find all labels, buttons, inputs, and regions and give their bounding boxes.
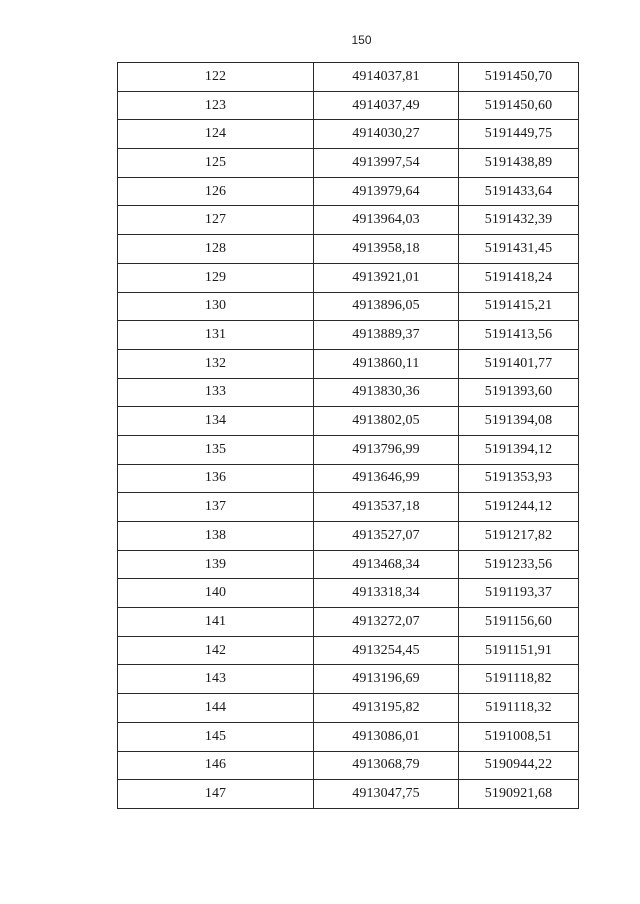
y-coordinate-cell: 5191217,82 [459, 522, 579, 551]
y-coordinate-cell: 5191449,75 [459, 120, 579, 149]
y-coordinate-cell: 5191393,60 [459, 378, 579, 407]
table-row [118, 120, 579, 149]
point-number-cell: 138 [118, 522, 314, 551]
y-coordinate-cell: 5191401,77 [459, 349, 579, 378]
x-coordinate-cell: 4913196,69 [314, 665, 459, 694]
y-coordinate-cell: 5191418,24 [459, 263, 579, 292]
point-number-cell: 126 [118, 177, 314, 206]
x-coordinate-cell: 4913997,54 [314, 149, 459, 178]
point-number-cell: 134 [118, 407, 314, 436]
x-coordinate-cell: 4913646,99 [314, 464, 459, 493]
table-row [118, 722, 579, 751]
point-number-cell: 146 [118, 751, 314, 780]
point-number-cell: 125 [118, 149, 314, 178]
table-row [118, 550, 579, 579]
point-number-cell: 122 [118, 63, 314, 92]
x-coordinate-cell: 4913896,05 [314, 292, 459, 321]
x-coordinate-cell: 4913318,34 [314, 579, 459, 608]
y-coordinate-cell: 5191156,60 [459, 608, 579, 637]
x-coordinate-cell: 4913468,34 [314, 550, 459, 579]
x-coordinate-cell: 4913272,07 [314, 608, 459, 637]
x-coordinate-cell: 4913527,07 [314, 522, 459, 551]
table-row [118, 751, 579, 780]
point-number-cell: 132 [118, 349, 314, 378]
point-number-cell: 137 [118, 493, 314, 522]
table-row [118, 407, 579, 436]
y-coordinate-cell: 5191415,21 [459, 292, 579, 321]
table-row [118, 464, 579, 493]
x-coordinate-cell: 4913964,03 [314, 206, 459, 235]
point-number-cell: 124 [118, 120, 314, 149]
point-number-cell: 129 [118, 263, 314, 292]
point-number-cell: 128 [118, 235, 314, 264]
table-row [118, 206, 579, 235]
x-coordinate-cell: 4913921,01 [314, 263, 459, 292]
x-coordinate-cell: 4913802,05 [314, 407, 459, 436]
x-coordinate-cell: 4913068,79 [314, 751, 459, 780]
table-row [118, 636, 579, 665]
point-number-cell: 130 [118, 292, 314, 321]
table-row [118, 177, 579, 206]
x-coordinate-cell: 4913958,18 [314, 235, 459, 264]
table-row [118, 694, 579, 723]
y-coordinate-cell: 5191394,12 [459, 435, 579, 464]
x-coordinate-cell: 4913889,37 [314, 321, 459, 350]
point-number-cell: 123 [118, 91, 314, 120]
point-number-cell: 136 [118, 464, 314, 493]
x-coordinate-cell: 4913254,45 [314, 636, 459, 665]
y-coordinate-cell: 5191353,93 [459, 464, 579, 493]
table-row [118, 63, 579, 92]
point-number-cell: 144 [118, 694, 314, 723]
x-coordinate-cell: 4913796,99 [314, 435, 459, 464]
table-row [118, 378, 579, 407]
table-row [118, 349, 579, 378]
x-coordinate-cell: 4913830,36 [314, 378, 459, 407]
y-coordinate-cell: 5191450,60 [459, 91, 579, 120]
point-number-cell: 143 [118, 665, 314, 694]
coordinates-table-body [118, 63, 579, 809]
y-coordinate-cell: 5191394,08 [459, 407, 579, 436]
y-coordinate-cell: 5191432,39 [459, 206, 579, 235]
table-row [118, 321, 579, 350]
y-coordinate-cell: 5191433,64 [459, 177, 579, 206]
point-number-cell: 141 [118, 608, 314, 637]
table-row [118, 493, 579, 522]
x-coordinate-cell: 4913195,82 [314, 694, 459, 723]
point-number-cell: 147 [118, 780, 314, 809]
table-row [118, 780, 579, 809]
y-coordinate-cell: 5191244,12 [459, 493, 579, 522]
y-coordinate-cell: 5191413,56 [459, 321, 579, 350]
y-coordinate-cell: 5191431,45 [459, 235, 579, 264]
x-coordinate-cell: 4913086,01 [314, 722, 459, 751]
table-row [118, 235, 579, 264]
x-coordinate-cell: 4914037,49 [314, 91, 459, 120]
point-number-cell: 131 [118, 321, 314, 350]
point-number-cell: 133 [118, 378, 314, 407]
y-coordinate-cell: 5190944,22 [459, 751, 579, 780]
table-row [118, 522, 579, 551]
coordinates-table [117, 62, 579, 809]
table-row [118, 665, 579, 694]
point-number-cell: 135 [118, 435, 314, 464]
point-number-cell: 139 [118, 550, 314, 579]
x-coordinate-cell: 4913860,11 [314, 349, 459, 378]
y-coordinate-cell: 5191118,32 [459, 694, 579, 723]
y-coordinate-cell: 5191438,89 [459, 149, 579, 178]
y-coordinate-cell: 5191008,51 [459, 722, 579, 751]
table-row [118, 91, 579, 120]
table-row [118, 435, 579, 464]
point-number-cell: 142 [118, 636, 314, 665]
table-row [118, 292, 579, 321]
point-number-cell: 145 [118, 722, 314, 751]
y-coordinate-cell: 5191193,37 [459, 579, 579, 608]
y-coordinate-cell: 5191118,82 [459, 665, 579, 694]
table-row [118, 263, 579, 292]
x-coordinate-cell: 4913537,18 [314, 493, 459, 522]
x-coordinate-cell: 4914037,81 [314, 63, 459, 92]
point-number-cell: 127 [118, 206, 314, 235]
y-coordinate-cell: 5191151,91 [459, 636, 579, 665]
point-number-cell: 140 [118, 579, 314, 608]
x-coordinate-cell: 4914030,27 [314, 120, 459, 149]
y-coordinate-cell: 5191233,56 [459, 550, 579, 579]
y-coordinate-cell: 5191450,70 [459, 63, 579, 92]
page-number: 150 [351, 33, 372, 47]
x-coordinate-cell: 4913979,64 [314, 177, 459, 206]
y-coordinate-cell: 5190921,68 [459, 780, 579, 809]
table-row [118, 579, 579, 608]
x-coordinate-cell: 4913047,75 [314, 780, 459, 809]
table-row [118, 608, 579, 637]
table-row [118, 149, 579, 178]
